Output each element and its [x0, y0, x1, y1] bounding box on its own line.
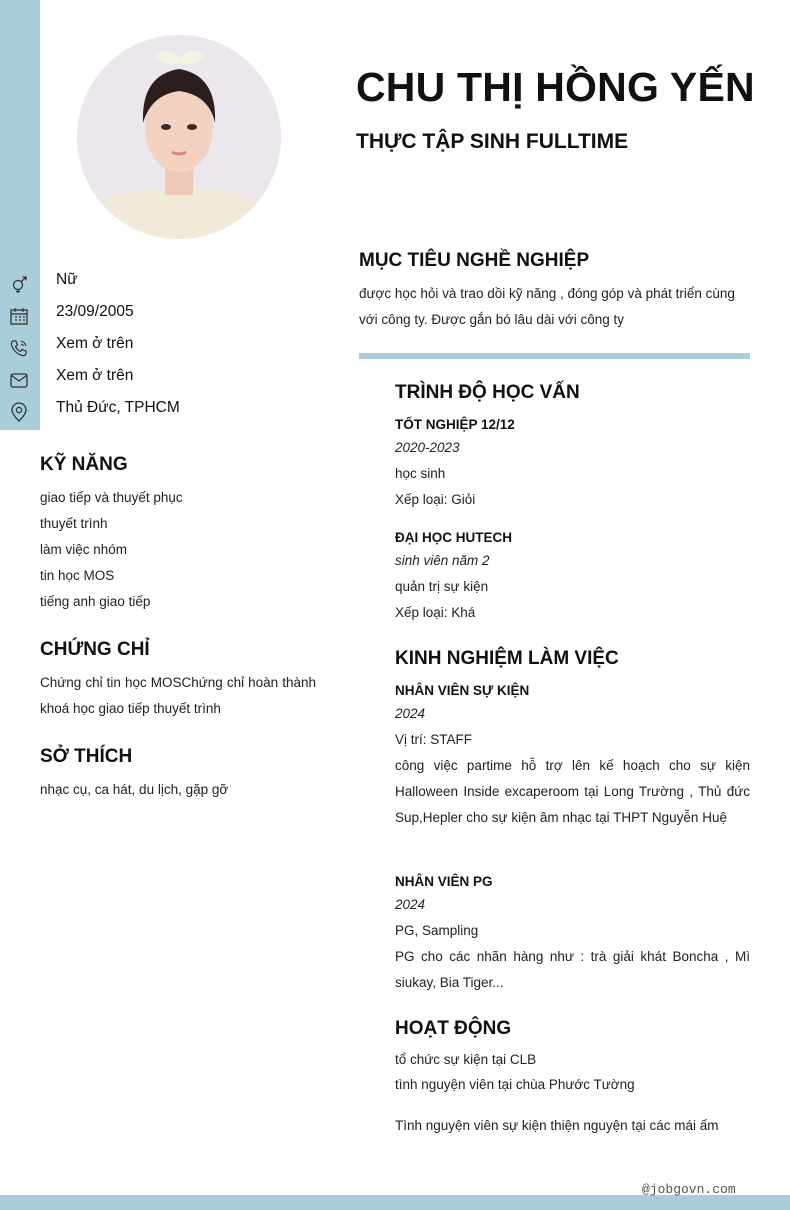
contact-gender	[0, 268, 330, 300]
experience-description: PG cho các nhãn hàng như : trà giải khát Boncha , Mì siukay, Bia Tiger...	[395, 949, 750, 990]
experience-title: NHÂN VIÊN SỰ KIỆN	[395, 683, 530, 698]
objective-heading: MỤC TIÊU NGHỀ NGHIỆP	[359, 250, 590, 271]
certificates-heading: CHỨNG CHỈ	[40, 639, 150, 660]
contact-email	[0, 364, 330, 396]
skill-item: tiếng anh giao tiếp	[40, 594, 151, 609]
activity-item: Tình nguyện viên sự kiện thiện nguyện tại các mái ấm	[395, 1118, 719, 1133]
contact-gender-text: Nữ	[56, 271, 78, 288]
education-school: ĐẠI HỌC HUTECH	[395, 530, 512, 545]
contact-phone	[0, 332, 330, 364]
education-entry	[395, 415, 750, 513]
experience-position: Vị trí: STAFF	[395, 732, 472, 747]
contact-email-text: Xem ở trên	[56, 367, 134, 384]
experience-description: công việc partime hỗ trợ lên kế hoạch cho sự kiện Halloween Inside excaperoom tại Long Trường , Thủ đức Sup,Hepler cho sự kiện âm nhạc tại THPT Nguyễn Huệ	[395, 758, 750, 825]
experience-title: NHÂN VIÊN PG	[395, 874, 493, 889]
section-divider	[359, 353, 750, 359]
contact-birthday	[0, 300, 330, 332]
activities-heading: HOẠT ĐỘNG	[395, 1018, 512, 1039]
education-period: sinh viên năm 2	[395, 553, 490, 568]
skills-heading: KỸ NĂNG	[40, 454, 128, 475]
experience-heading: KINH NGHIỆM LÀM VIỆC	[395, 648, 619, 669]
experience-position: PG, Sampling	[395, 923, 479, 938]
skill-item: làm việc nhóm	[40, 542, 128, 557]
education-grade: Xếp loại: Khá	[395, 605, 476, 620]
experience-year: 2024	[395, 897, 426, 912]
contact-birthday-text: 23/09/2005	[56, 303, 134, 320]
experience-year: 2024	[395, 706, 426, 721]
skill-item: tin học MOS	[40, 568, 115, 583]
education-major: học sinh	[395, 466, 446, 481]
experience-entry	[395, 872, 750, 996]
location-pin-icon	[9, 402, 29, 422]
education-major: quản trị sự kiện	[395, 579, 489, 594]
skill-item: giao tiếp và thuyết phục	[40, 490, 183, 505]
hobbies-text: nhạc cụ, ca hát, du lịch, gặp gỡ	[40, 782, 229, 797]
contact-address-text: Thủ Đức, TPHCM	[56, 399, 180, 416]
skills-list	[40, 485, 316, 615]
gender-icon	[9, 274, 29, 294]
calendar-icon	[9, 306, 29, 326]
mail-icon	[9, 370, 29, 390]
watermark: @jobgovn.com	[642, 1182, 736, 1197]
contact-phone-text: Xem ở trên	[56, 335, 134, 352]
hobbies-heading: SỞ THÍCH	[40, 746, 133, 767]
education-entry	[395, 528, 750, 626]
certificates-text: Chứng chỉ tin học MOSChứng chỉ hoàn thành khoá học giao tiếp thuyết trình	[40, 675, 316, 716]
activity-item: tổ chức sự kiện tại CLB	[395, 1052, 537, 1067]
candidate-role: THỰC TẬP SINH FULLTIME	[356, 130, 629, 153]
footer-accent-bar	[0, 1195, 790, 1210]
phone-icon	[9, 338, 29, 358]
objective-text: được học hỏi và trao dồi kỹ năng , đóng góp và phát triển cùng với công ty. Được gắn bó lâu dài với công ty	[359, 286, 735, 327]
education-school: TỐT NGHIỆP 12/12	[395, 417, 515, 432]
education-period: 2020-2023	[395, 440, 460, 455]
experience-entry	[395, 681, 750, 831]
candidate-name: CHU THỊ HỒNG YẾN	[356, 64, 755, 110]
education-grade: Xếp loại: Giỏi	[395, 492, 476, 507]
skill-item: thuyết trình	[40, 516, 108, 531]
education-heading: TRÌNH ĐỘ HỌC VẤN	[395, 382, 580, 403]
profile-photo	[77, 35, 281, 239]
activity-item: tình nguyện viên tại chùa Phước Tường	[395, 1077, 635, 1092]
contact-address	[0, 396, 330, 428]
